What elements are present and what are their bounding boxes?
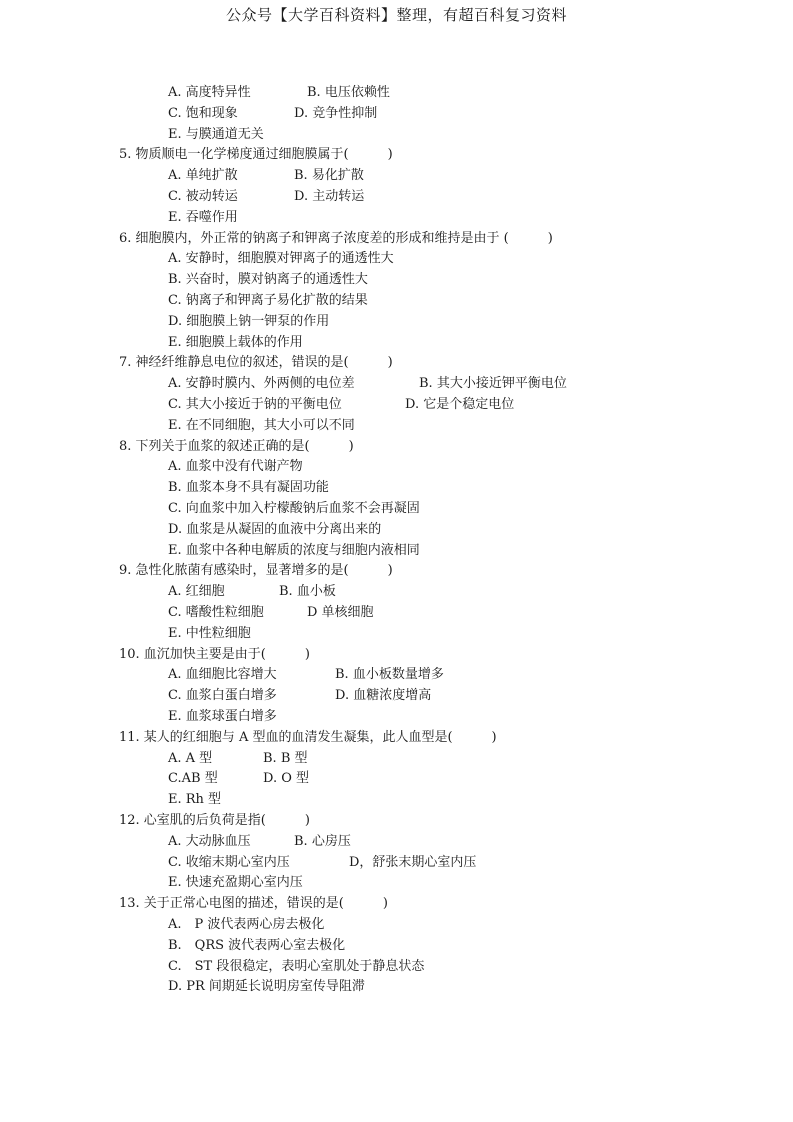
answer-option: D. O 型	[263, 771, 310, 787]
answer-option: A. 血浆中没有代谢产物	[168, 459, 303, 475]
answer-option: B. 血小板	[279, 584, 336, 600]
answer-option: B. 易化扩散	[294, 168, 364, 184]
question-stem: 8. 下列关于血浆的叙述正确的是( )	[119, 438, 354, 454]
question-stem: 6. 细胞膜内，外正常的钠离子和钾离子浓度差的形成和维持是由于 ( )	[119, 230, 553, 246]
answer-option: C. 被动转运	[168, 189, 238, 204]
answer-option: E. 吞噬作用	[168, 209, 238, 225]
answer-option: E. 在不同细胞，其大小可以不同	[168, 417, 355, 433]
answer-option: D. 它是个稳定电位	[405, 397, 515, 412]
answer-option: E. 细胞膜上载体的作用	[168, 334, 303, 350]
answer-option: A. 安静时膜内、外两侧的电位差	[168, 376, 355, 392]
answer-option: C.AB 型	[168, 771, 218, 787]
answer-option: B. B 型	[263, 750, 308, 766]
question-stem: 10. 血沉加快主要是由于( )	[119, 646, 310, 662]
answer-option: A. 高度特异性	[168, 85, 251, 100]
question-stem: 5. 物质顺电一化学梯度通过细胞膜属于( )	[119, 147, 393, 163]
answer-option: D，舒张末期心室内压	[349, 854, 477, 870]
answer-option: A. 红细胞	[168, 584, 225, 600]
answer-option: C. 收缩末期心室内压	[168, 854, 290, 870]
answer-option: C. 嗜酸性粒细胞	[168, 605, 264, 620]
answer-option: C. 向血浆中加入柠檬酸钠后血浆不会再凝固	[168, 501, 420, 516]
answer-option: E. 快速充盈期心室内压	[168, 875, 303, 891]
question-stem: 7. 神经纤维静息电位的叙述，错误的是( )	[119, 355, 393, 371]
answer-option: A. 大动脉血压	[168, 833, 251, 849]
answer-option: B. 兴奋时，膜对钠离子的通透性大	[168, 272, 368, 288]
answer-option: E. 中性粒细胞	[168, 625, 251, 641]
answer-option: A. P 波代表两心房去极化	[168, 917, 325, 932]
question-stem: 11. 某人的红细胞与 A 型血的血清发生凝集，此人血型是( )	[119, 729, 497, 745]
answer-option: B. 血浆本身不具有凝固功能	[168, 480, 329, 496]
answer-option: C. 血浆白蛋白增多	[168, 688, 277, 704]
answer-option: B. QRS 波代表两心室去极化	[168, 937, 346, 953]
answer-option: E. 与膜通道无关	[168, 126, 264, 142]
answer-option: D. 主动转运	[294, 189, 365, 204]
answer-option: C. 钠离子和钾离子易化扩散的结果	[168, 293, 368, 308]
answer-option: E. 血浆球蛋白增多	[168, 709, 277, 724]
answer-option: D. PR 间期延长说明房室传导阻滞	[168, 979, 365, 995]
answer-option: A. 血细胞比容增大	[168, 667, 277, 683]
answer-option: E. Rh 型	[168, 792, 222, 808]
answer-option: B. 其大小接近钾平衡电位	[419, 376, 567, 392]
answer-option: A. 单纯扩散	[168, 168, 238, 184]
answer-option: E. 血浆中各种电解质的浓度与细胞内液相同	[168, 542, 420, 558]
answer-option: B. 血小板数量增多	[335, 667, 444, 683]
answer-option: A. 安静时，细胞膜对钾离子的通透性大	[168, 251, 394, 267]
answer-option: C. 饱和现象	[168, 105, 238, 121]
question-stem: 13. 关于正常心电图的描述，错误的是( )	[119, 896, 388, 912]
answer-option: B. 电压依赖性	[307, 85, 390, 100]
answer-option: C. ST 段很稳定，表明心室肌处于静息状态	[168, 958, 425, 974]
answer-option: D. 血糖浓度增高	[335, 688, 432, 704]
answer-option: D 单核细胞	[307, 605, 374, 620]
question-stem: 9. 急性化脓菌有感染时，显著增多的是( )	[119, 563, 393, 579]
answer-option: D. 细胞膜上钠一钾泵的作用	[168, 313, 330, 329]
answer-option: C. 其大小接近于钠的平衡电位	[168, 397, 342, 412]
page-header: 公众号【大学百科资料】整理，有超百科复习资料	[225, 6, 567, 24]
answer-option: A. A 型	[168, 750, 213, 766]
question-stem: 12. 心室肌的后负荷是指( )	[119, 813, 310, 828]
answer-option: D. 血浆是从凝固的血液中分离出来的	[168, 521, 382, 537]
answer-option: D. 竞争性抑制	[294, 105, 378, 121]
answer-option: B. 心房压	[294, 833, 351, 849]
